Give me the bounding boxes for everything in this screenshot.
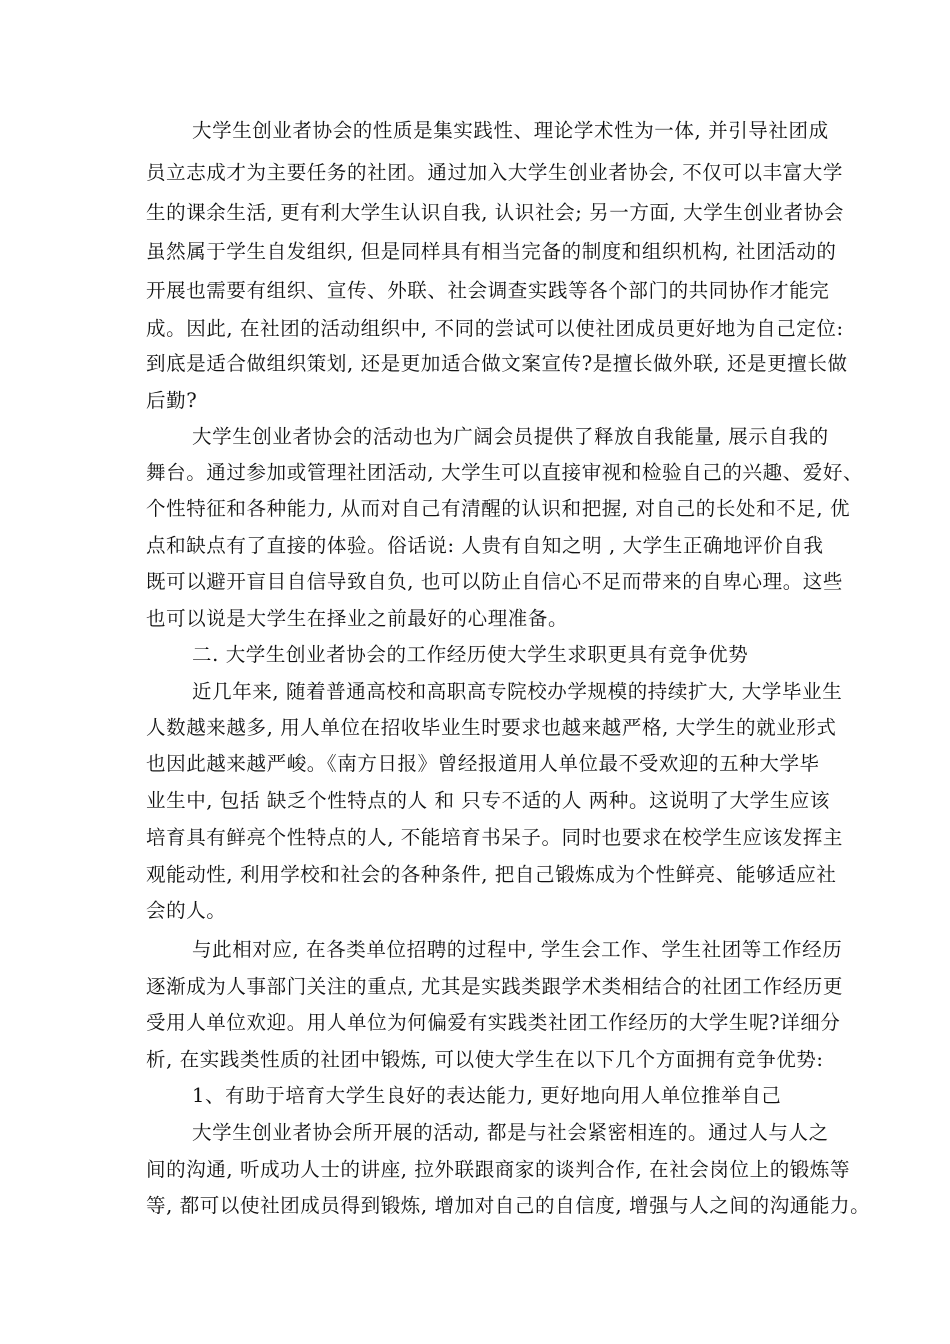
text-line: 会的人。: [146, 899, 227, 922]
text-line: 个性特征和各种能力, 从而对自己有清醒的认识和把握, 对自己的长处和不足, 优: [146, 497, 851, 520]
text-line: 大学生创业者协会的性质是集实践性、理论学术性为一体, 并引导社团成: [192, 119, 829, 142]
text-line: 也因此越来越严峻。《南方日报》曾经报道用人单位最不受欢迎的五种大学毕: [146, 752, 820, 775]
text-line: 培育具有鲜亮个性特点的人, 不能培育书呆子。同时也要求在校学生应该发挥主: [146, 826, 843, 849]
text-line: 也可以说是大学生在择业之前最好的心理准备。: [146, 607, 569, 630]
text-line: 人数越来越多, 用人单位在招收毕业生时要求也越来越严格, 大学生的就业形式: [146, 716, 837, 739]
text-line: 与此相对应, 在各类单位招聘的过程中, 学生会工作、学生社团等工作经历: [192, 938, 843, 961]
text-line: 开展也需要有组织、宣传、外联、社会调查实践等各个部门的共同协作才能完: [146, 279, 830, 302]
text-line: 析, 在实践类性质的社团中锻炼, 可以使大学生在以下几个方面拥有竞争优势:: [146, 1048, 824, 1071]
text-line: 等, 都可以使社团成员得到锻炼, 增加对自己的自信度, 增强与人之间的沟通能力。: [146, 1194, 871, 1217]
text-line: 成。因此, 在社团的活动组织中, 不同的尝试可以使社团成员更好地为自己定位:: [146, 317, 844, 340]
text-line: 间的沟通, 听成功人士的讲座, 拉外联跟商家的谈判合作, 在社会岗位上的锻炼等: [146, 1158, 851, 1181]
text-line: 大学生创业者协会所开展的活动, 都是与社会紧密相连的。通过人与人之: [192, 1121, 829, 1144]
text-line: 点和缺点有了直接的体验。俗话说: 人贵有自知之明 , 大学生正确地评价自我: [146, 534, 824, 557]
text-line: 既可以避开盲目自信导致自负, 也可以防止自信心不足而带来的自卑心理。这些: [146, 570, 843, 593]
text-line: 观能动性, 利用学校和社会的各种条件, 把自己锻炼成为个性鲜亮、能够适应社: [146, 863, 837, 886]
text-line: 逐渐成为人事部门关注的重点, 尤其是实践类跟学术类相结合的社团工作经历更: [146, 975, 843, 998]
text-line: 受用人单位欢迎。用人单位为何偏爱有实践类社团工作经历的大学生呢?详细分: [146, 1011, 841, 1034]
text-line: 业生中, 包括 缺乏个性特点的人 和 只专不适的人 两种。这说明了大学生应该: [146, 789, 830, 812]
text-line: 到底是适合做组织策划, 还是更加适合做文案宣传?是擅长做外联, 还是更擅长做: [146, 352, 848, 375]
text-line: 后勤?: [146, 389, 198, 412]
text-line: 舞台。通过参加或管理社团活动, 大学生可以直接审视和检验自己的兴趣、爱好、: [146, 461, 864, 484]
section-heading-text: 二. 大学生创业者协会的工作经历使大学生求职更具有竞争优势: [192, 643, 749, 666]
sub-heading-text: 1、有助于培育大学生良好的表达能力, 更好地向用人单位推举自己: [192, 1084, 782, 1107]
text-line: 大学生创业者协会的活动也为广阔会员提供了释放自我能量, 展示自我的: [192, 425, 829, 448]
text-line: 近几年来, 随着普通高校和高职高专院校办学规模的持续扩大, 大学毕业生: [192, 680, 843, 703]
text-line: 员立志成才为主要任务的社团。通过加入大学生创业者协会, 不仅可以丰富大学: [146, 161, 843, 184]
text-line: 生的课余生活, 更有利大学生认识自我, 认识社会; 另一方面, 大学生创业者协会: [146, 201, 844, 224]
text-line: 虽然属于学生自发组织, 但是同样具有相当完备的制度和组织机构, 社团活动的: [146, 240, 837, 263]
